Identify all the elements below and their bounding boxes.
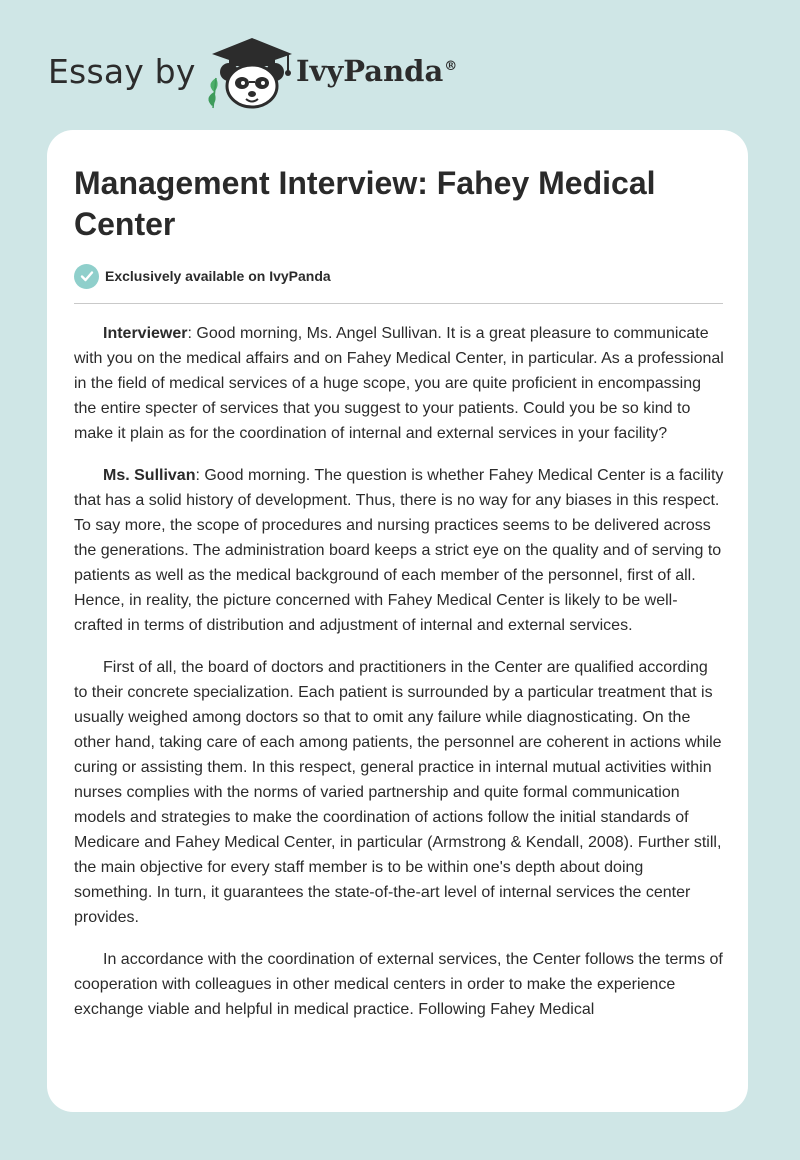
brand-name: IvyPanda® — [296, 54, 458, 88]
essay-card — [47, 130, 748, 1112]
speaker-label: Interviewer — [103, 325, 188, 342]
paragraph-text: : Good morning, Ms. Angel Sullivan. It is a great pleasure to communicate with you on the medical affairs and on Fahey Medical Center, in particular. As a professional in the field of medical services of a huge scope, you are quite proficient in encompassing the entire specter of services that you suggest to your patients. Could you be so kind to make it plain as for the coordination of internal and external services in your facility? — [74, 325, 724, 442]
paragraph-text: First of all, the board of doctors and practitioners in the Center are qualified according to their concrete specialization. Each patient is surrounded by a particular treatment that is usually weighed among doctors so that to omit any failure while diagnosticating. On the other hand, taking care of each among patients, the personnel are coherent in actions while curing or assisting them. In this respect, general practice in internal mutual activities within nurses complies with the norms of varied partnership and quite formal communication models and strategies to make the coordination of actions follow the initial standards of Medicare and Fahey Medical Center, in particular (Armstrong & Kendall, 2008). Further still, the main objective for every staff member is to be within one's depth about doing something. In turn, it guarantees the state-of-the-art level of internal services the center provides. — [74, 659, 722, 926]
exclusive-badge — [74, 263, 331, 289]
panda-graduate-logo-icon — [202, 34, 298, 110]
paragraph-text: : Good morning. The question is whether Fahey Medical Center is a facility that has a solid history of development. Thus, there is no way for any biases in this respect. To say more, the scope of procedures and nursing practices seems to be delivered across the generations. The administration board keeps a strict eye on the quality and of serving to patients as well as the medical background of each member of the personnel, first of all. Hence, in reality, the picture concerned with Fahey Medical Center is likely to be well-crafted in terms of distribution and adjustment of internal and external services. — [74, 467, 724, 634]
brand-header[interactable] — [48, 34, 548, 114]
check-circle-icon — [74, 264, 99, 289]
page-title: Management Interview: Fahey Medical Center — [74, 165, 656, 242]
paragraph — [74, 655, 724, 930]
paragraph-text: In accordance with the coordination of external services, the Center follows the terms of cooperation with colleagues in other medical centers in order to make the experience exchange viable and helpful in medical practice. Following Fahey Medical — [74, 951, 723, 1018]
paragraph — [74, 463, 724, 638]
essay-body — [74, 321, 724, 1039]
speaker-label: Ms. Sullivan — [103, 467, 196, 484]
paragraph — [74, 321, 724, 446]
divider — [74, 303, 723, 304]
badge-label: Exclusively available on IvyPanda — [105, 268, 331, 284]
paragraph — [74, 947, 724, 1022]
brand-prefix: Essay by — [48, 52, 196, 91]
